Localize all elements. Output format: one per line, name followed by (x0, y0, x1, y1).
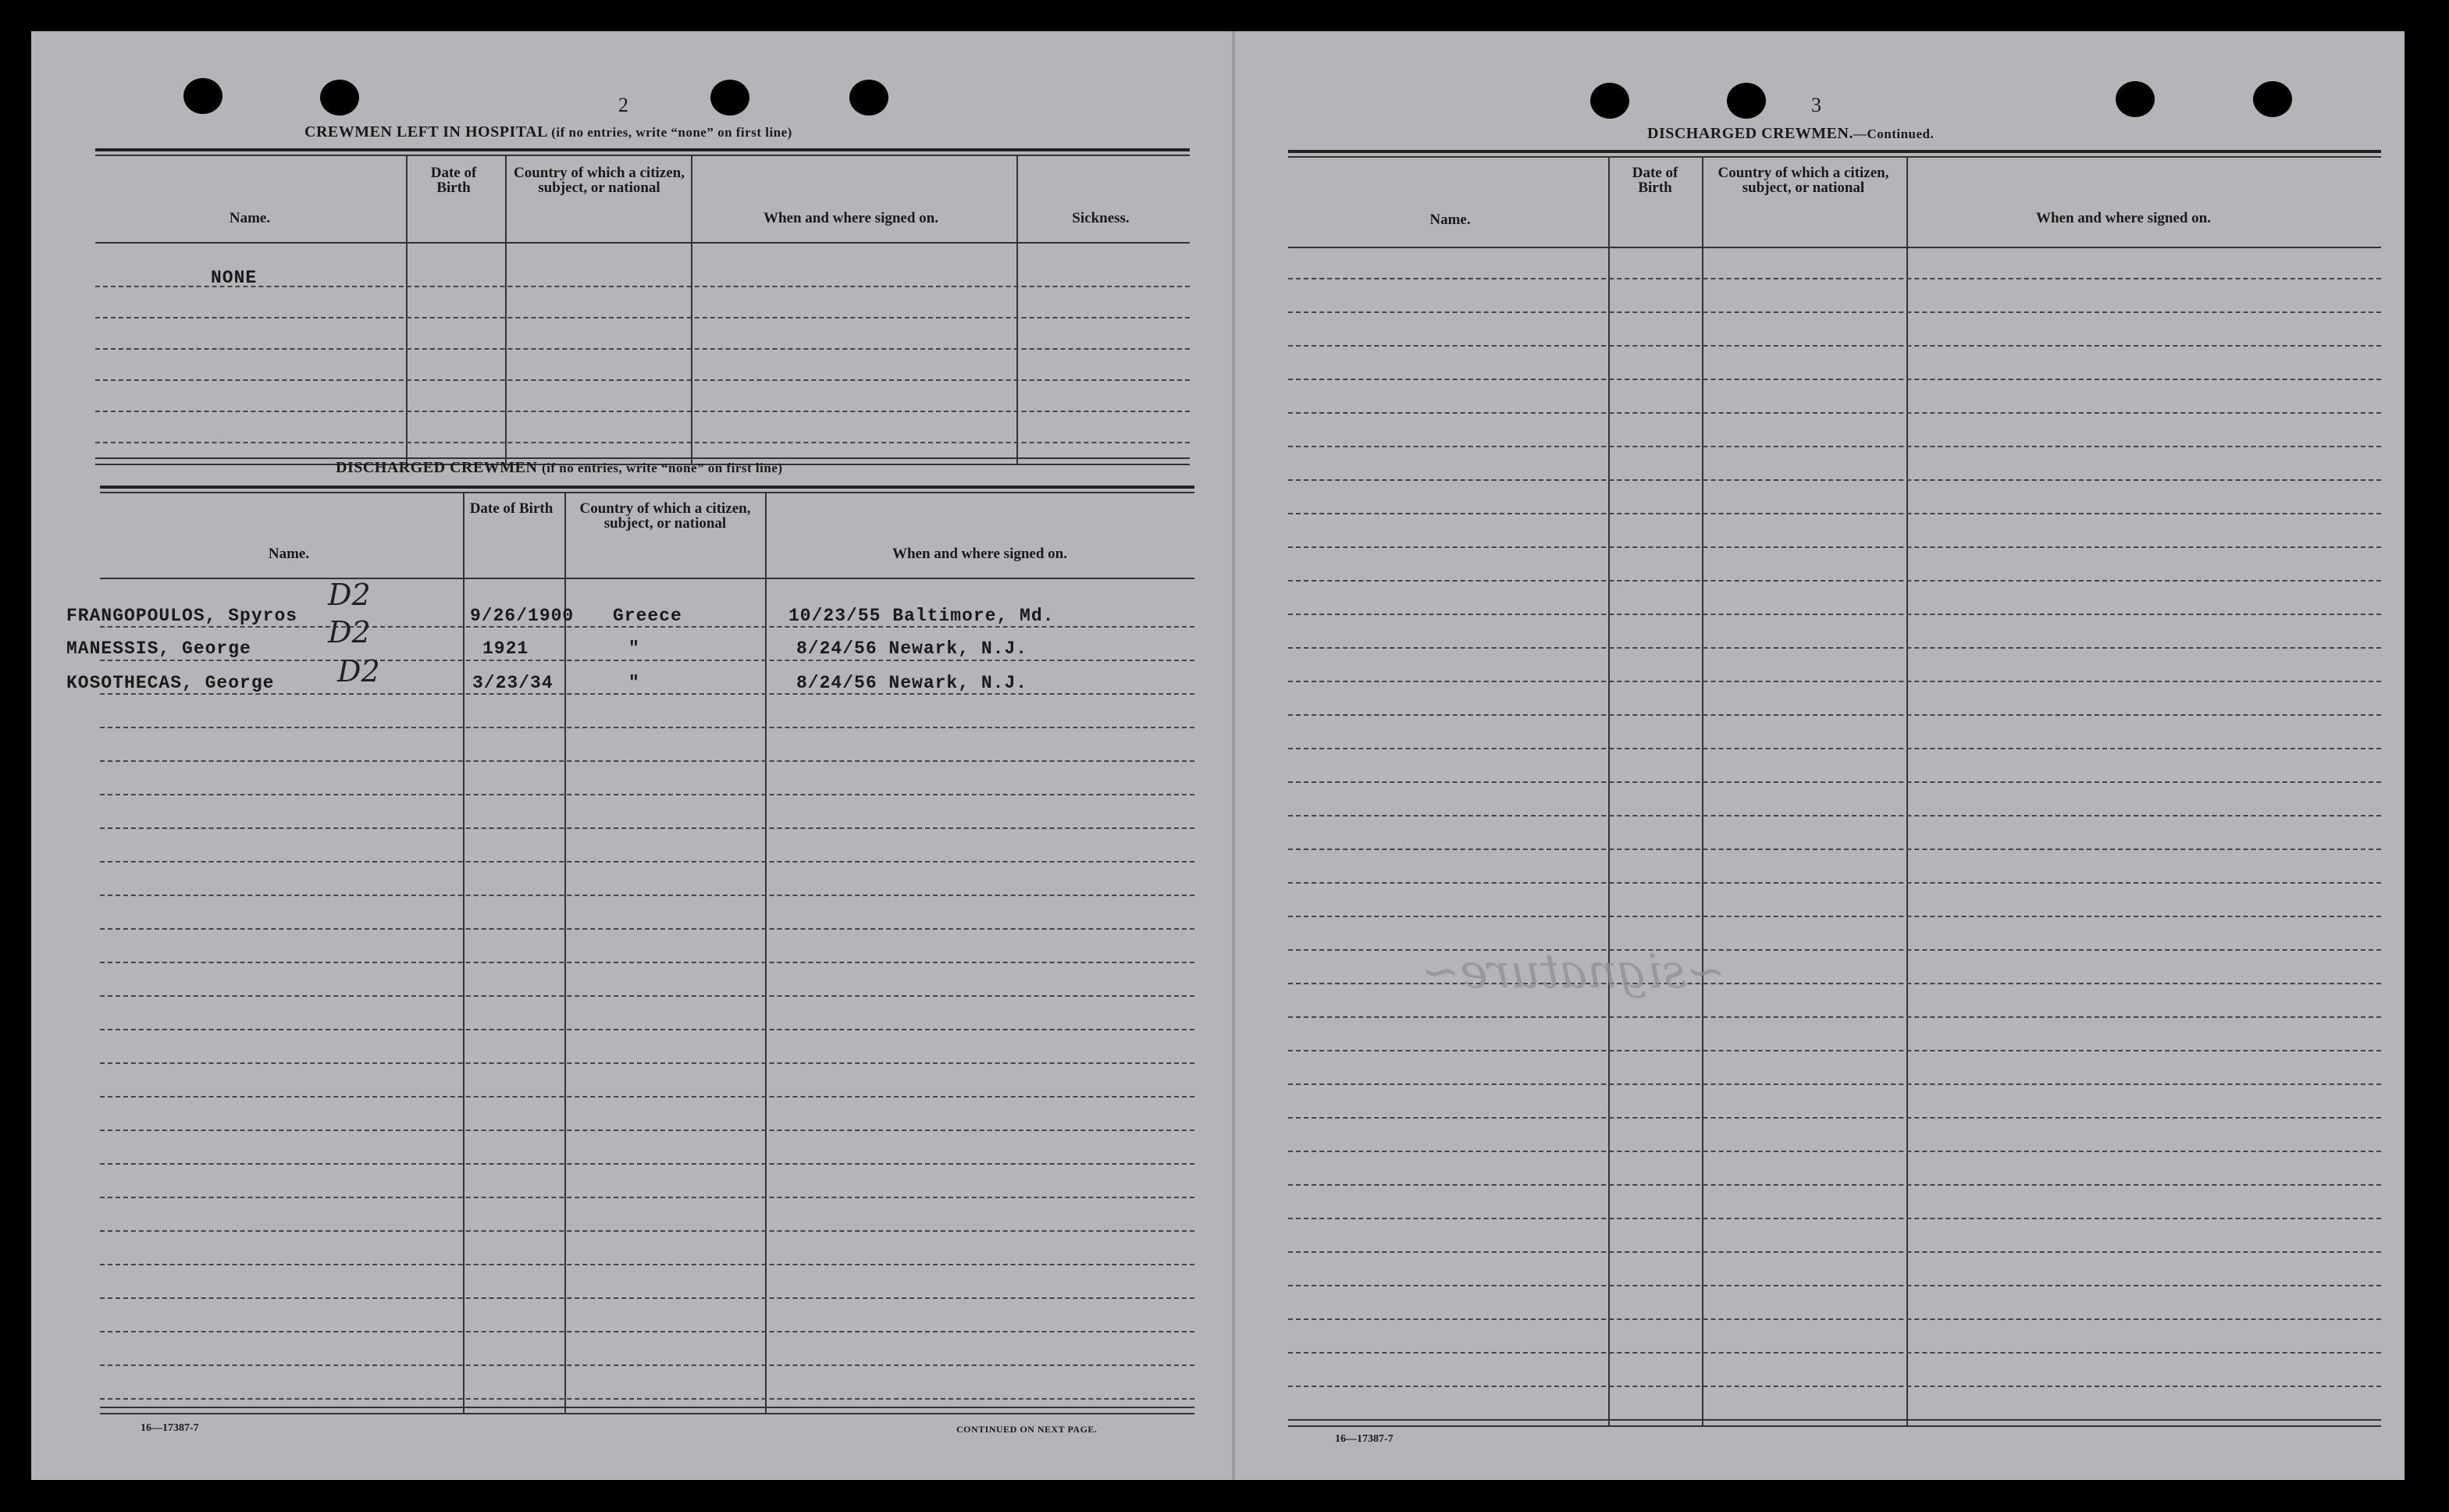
crew-name-1: FRANGOPOULOS, Spyros (66, 606, 298, 626)
ruled-line (100, 1096, 1194, 1098)
ruled-line (1288, 580, 2381, 582)
ruled-line (100, 928, 1194, 930)
ruled-line (1288, 1117, 2381, 1119)
form-number: 16—17387-7 (1335, 1433, 1394, 1445)
ruled-line (100, 962, 1194, 963)
crew-country-2: " (628, 639, 640, 659)
ruled-line (1288, 614, 2381, 615)
form-number: 16—17387-7 (141, 1422, 199, 1434)
ruled-line (100, 1197, 1194, 1198)
ruled-line (100, 1230, 1194, 1232)
right-page (1241, 31, 2405, 1480)
crew-signed-3: 8/24/56 Newark, N.J. (796, 673, 1028, 693)
discharged-header-dob: Date of Birth (469, 500, 554, 517)
bleed-through-signature: ~signature~ (1421, 945, 1726, 999)
ruled-line (1288, 412, 2381, 414)
ruled-line (100, 827, 1194, 829)
ruled-line (100, 1029, 1194, 1030)
ruled-line (1288, 647, 2381, 649)
crew-dob-1: 9/26/1900 (470, 606, 575, 626)
hospital-header-name: Name. (229, 210, 271, 226)
crew-country-3: " (628, 673, 640, 693)
ruled-line (100, 760, 1194, 762)
ruled-line (1288, 1386, 2381, 1387)
crew-signed-1: 10/23/55 Baltimore, Md. (788, 606, 1055, 626)
punch-hole (183, 78, 222, 114)
ruled-line (100, 660, 1194, 661)
manifest-sheet (31, 31, 2405, 1480)
punch-hole (849, 80, 888, 116)
page-number: 2 (618, 94, 628, 116)
punch-hole (320, 80, 359, 116)
hospital-header-sickness: Sickness. (1072, 210, 1130, 226)
discharged-section-title: DISCHARGED CREWMEN (if no entries, write “none” on first line) (336, 459, 783, 476)
ruled-line (1288, 815, 2381, 816)
ruled-line (100, 1398, 1194, 1400)
ruled-line (1288, 1151, 2381, 1152)
discharged-continued-title: DISCHARGED CREWMEN.—Continued. (1647, 125, 1935, 142)
ruled-line (1288, 781, 2381, 783)
left-page (31, 31, 1226, 1480)
ruled-line (1288, 1251, 2381, 1253)
disposition-mark-2: D2 (328, 615, 371, 649)
right-header-name: Name. (1429, 212, 1471, 228)
discharged-header-name: Name. (268, 546, 310, 562)
discharged-header-signed: When and where signed on. (892, 546, 1067, 562)
ruled-line (100, 1130, 1194, 1131)
ruled-line (100, 995, 1194, 997)
ruled-line (1288, 379, 2381, 380)
crew-dob-2: 1921 (482, 639, 529, 659)
ruled-line (1288, 446, 2381, 447)
ruled-line (1288, 1016, 2381, 1018)
punch-hole (710, 80, 749, 116)
ruled-line (1288, 1083, 2381, 1085)
page-number: 3 (1811, 94, 1821, 116)
continued-note: CONTINUED ON NEXT PAGE. (956, 1424, 1098, 1435)
disposition-mark-1: D2 (328, 578, 371, 612)
ruled-line (1288, 479, 2381, 481)
ruled-line (100, 727, 1194, 728)
punch-hole (1727, 83, 1766, 119)
ruled-line (1288, 1050, 2381, 1051)
ruled-line (1288, 1352, 2381, 1354)
ruled-line (1288, 546, 2381, 548)
disposition-mark-3: D2 (337, 654, 380, 688)
ruled-line (100, 1264, 1194, 1265)
crew-country-1: Greece (613, 606, 682, 626)
hospital-header-country: Country of which a citizen, subject, or national (513, 165, 685, 196)
crew-name-3: KOSOTHECAS, George (66, 673, 275, 693)
ruled-line (100, 626, 1194, 628)
right-header-dob: Date of Birth (1632, 165, 1678, 196)
ruled-line (1288, 278, 2381, 279)
ruled-line (100, 1062, 1194, 1064)
ruled-line (1288, 848, 2381, 850)
ruled-line (1288, 345, 2381, 347)
ruled-line (1288, 882, 2381, 884)
hospital-entry: NONE (211, 268, 258, 288)
ruled-line (100, 861, 1194, 863)
crew-dob-3: 3/23/34 (472, 673, 554, 693)
ruled-line (1288, 1218, 2381, 1219)
ruled-line (1288, 1318, 2381, 1320)
ruled-line (1288, 513, 2381, 514)
page-fold (1232, 31, 1235, 1480)
ruled-line (1288, 1184, 2381, 1186)
ruled-line (100, 1364, 1194, 1366)
ruled-line (1288, 311, 2381, 313)
ruled-line (100, 1163, 1194, 1165)
discharged-header-country: Country of which a citizen, subject, or national (579, 500, 751, 532)
right-header-country: Country of which a citizen, subject, or national (1718, 165, 1889, 196)
crew-signed-2: 8/24/56 Newark, N.J. (796, 639, 1028, 659)
ruled-line (100, 693, 1194, 695)
punch-hole (1590, 83, 1629, 119)
ruled-line (100, 1331, 1194, 1332)
right-header-signed: When and where signed on. (2035, 210, 2211, 226)
punch-hole (2253, 81, 2292, 117)
ruled-line (1288, 916, 2381, 917)
ruled-line (1288, 748, 2381, 749)
punch-hole (2116, 81, 2155, 117)
ruled-line (100, 895, 1194, 896)
ruled-line (100, 794, 1194, 795)
ruled-line (1288, 681, 2381, 682)
crew-name-2: MANESSIS, George (66, 639, 251, 659)
hospital-header-signed: When and where signed on. (763, 210, 938, 226)
hospital-header-dob: Date of Birth (430, 165, 477, 196)
ruled-line (1288, 714, 2381, 716)
hospital-section-title: CREWMEN LEFT IN HOSPITAL (if no entries, write “none” on first line) (304, 123, 792, 141)
ruled-line (100, 1297, 1194, 1299)
ruled-line (1288, 1285, 2381, 1286)
